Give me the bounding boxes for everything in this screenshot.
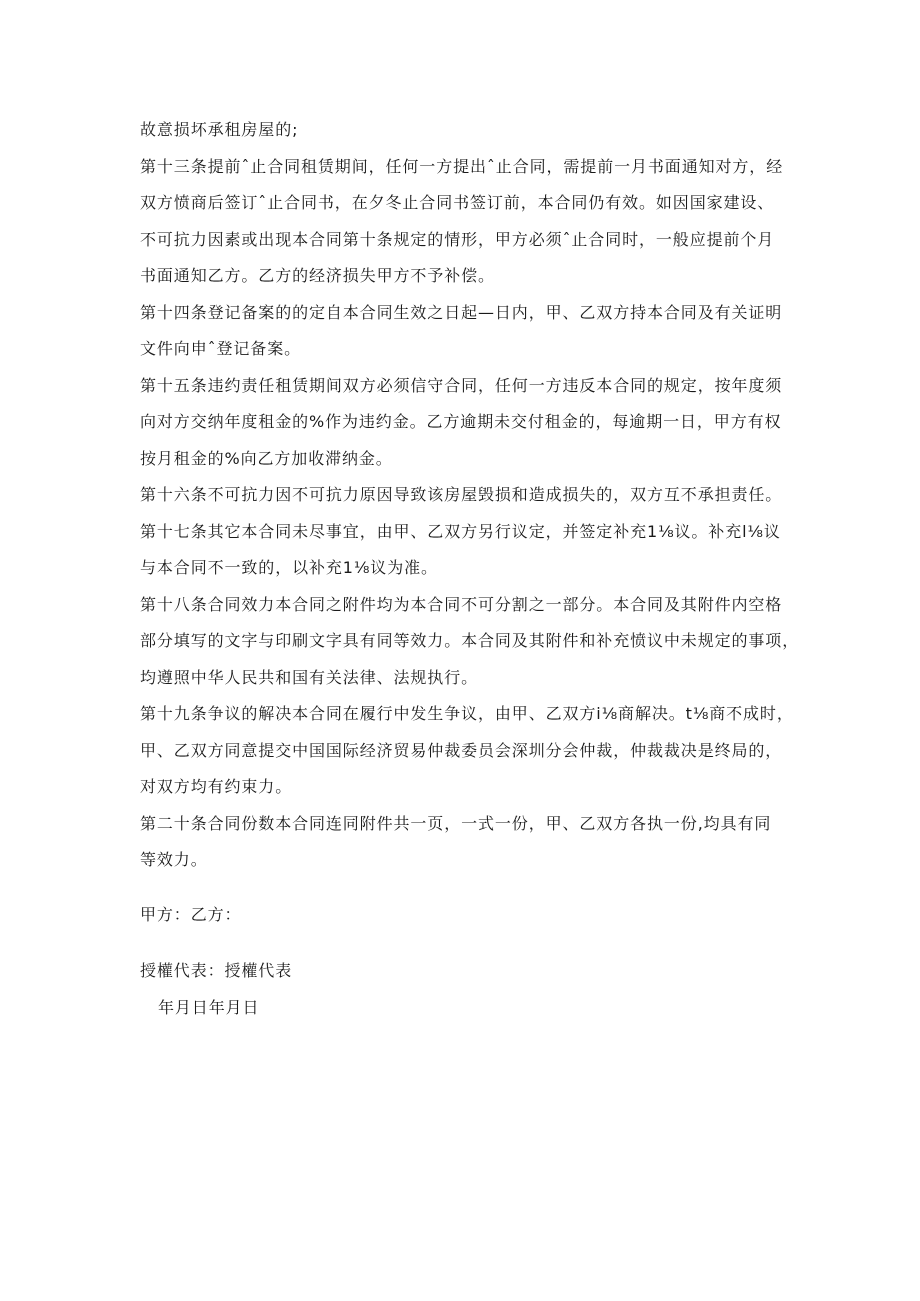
signature-parties: 甲方：乙方： [140, 904, 242, 924]
text-line: 不可抗力因素或出现本合同第十条规定的情形，甲方必须ˆ止合同时，一般应提前个月 [140, 229, 775, 249]
clause-13-termination [140, 149, 790, 295]
signature-representatives: 授權代表：授權代表 [140, 961, 293, 980]
text-line: 甲、乙双方同意提交中国国际经济贸易仲裁委员会深圳分会仲裁，仲裁裁决是终局的， [140, 740, 783, 760]
text-line: 对双方均有约束力。 [140, 777, 293, 796]
document-page [140, 112, 800, 1026]
text-line: 向对方交纳年度租金的%作为违约金。乙方逾期未交付租金的，每逾期一日，甲方有权 [140, 412, 782, 431]
clause-14-registration [140, 295, 790, 368]
text-line: 第十七条其它本合同未尽事宜，由甲、乙双方另行议定，并签定补充1⅛议。补充l⅛议 [140, 521, 781, 541]
clause-17-other [140, 514, 790, 587]
text-line: 双方愤商后签订ˆ止合同书，在夕冬止合同书签订前，本合同仍有效。如因国家建设、 [140, 193, 775, 212]
text-line: 书面通知乙方。乙方的经济损失甲方不予补偿。 [140, 266, 495, 285]
text-line: 故意损坏承租房屋的; [140, 120, 299, 139]
text-line: 均遵照中华人民共和国有关法律、法规执行。 [140, 667, 479, 687]
clause-15-breach [140, 368, 790, 478]
text-line: 第十四条登记备案的的定自本合同生效之日起—日内，甲、乙双方持本合同及有关证明 [140, 302, 783, 322]
clause-18-validity [140, 587, 800, 697]
text-line: 等效力。 [140, 850, 208, 869]
text-line: 第十三条提前ˆ止合同租赁期间，任何一方提出ˆ止合同，需提前一月书面通知对方，经 [140, 156, 784, 176]
text-line: 文件向申ˆ登记备案。 [140, 339, 302, 358]
clause-fragment [140, 112, 790, 149]
clause-20-copies [140, 806, 790, 879]
text-line: 第十八条合同效力本合同之附件均为本合同不可分割之一部分。本合同及其附件内空格 [140, 594, 783, 614]
text-line: 第十九条争议的解决本合同在履行中发生争议，由甲、乙双方i⅛商解决。t⅛商不成时， [140, 704, 794, 723]
text-line: 按月租金的%向乙方加收滞纳金。 [140, 448, 393, 468]
clause-16-force-majeure [140, 477, 790, 514]
text-line: 第二十条合同份数本合同连同附件共一页，一式一份，甲、乙双方各执一份,均具有同 [140, 813, 772, 833]
clause-19-dispute [140, 696, 794, 806]
text-line: 部分填写的文字与印刷文字具有同等效力。本合同及其附件和补充愤议中未规定的事项， [140, 631, 800, 650]
signature-block [140, 897, 790, 1027]
signature-dates: 年月日年月日 [158, 997, 260, 1017]
text-line: 第十六条不可抗力因不可抗力原因导致该房屋毁损和造成损失的，双方互不承担责任。 [140, 485, 783, 504]
text-line: 与本合同不一致的，以补充1⅛议为准。 [140, 558, 438, 577]
text-line: 第十五条违约责任租赁期间双方必须信守合同，任何一方违反本合同的规定，按年度须 [140, 375, 783, 395]
